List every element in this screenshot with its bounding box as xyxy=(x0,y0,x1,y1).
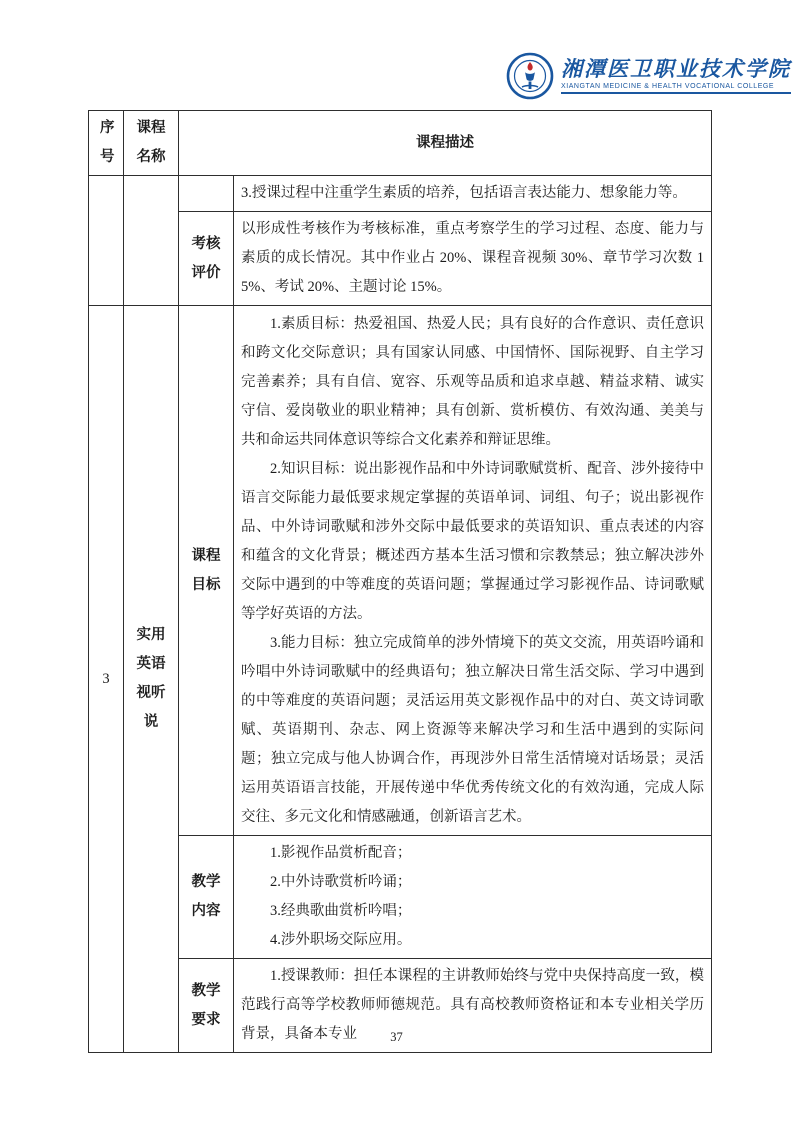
course-name: 实用英语视听说 xyxy=(124,306,179,1053)
college-logo-text xyxy=(561,58,791,94)
teaching-content-row xyxy=(89,836,712,959)
objectives-paragraph: 1.素质目标：热爱祖国、热爱人民；具有良好的合作意识、责任意识和跨文化交际意识；具有国家认同感、中国情怀、国际视野、自主学习完善素养；具有自信、宽容、乐观等品质和追求卓越、精益求精、诚实守信、爱岗敬业的职业精神；具有创新、赏析模仿、有效沟通、美美与共和命运共同体意识等综合文化素养和辩证思维。 xyxy=(241,315,704,448)
carryover-text-cell xyxy=(234,176,712,212)
assessment-text-cell xyxy=(234,212,712,306)
course-objectives-row xyxy=(89,306,712,836)
college-emblem-icon xyxy=(506,52,554,100)
college-name-cn: 湘潭医卫职业技术学院 xyxy=(561,56,791,81)
assessment-text: 以形成性考核作为考核标准，重点考察学生的学习过程、态度、能力与素质的成长情况。其中作业占 20%、课程音视频 30%、章节学习次数 15%、考试 20%、主题讨论 15%。 xyxy=(241,221,704,295)
college-logo xyxy=(506,52,791,100)
empty-index-cell xyxy=(89,176,124,306)
teaching-content-label: 教学内容 xyxy=(179,836,234,959)
header-col-course-name: 课程名称 xyxy=(124,111,179,176)
objectives-paragraph: 2.知识目标：说出影视作品和中外诗词歌赋赏析、配音、涉外接待中语言交际能力最低要求规定掌握的英语单词、词组、句子；说出影视作品、中外诗词歌赋和涉外交际中最低要求的英语知识、重点表述的内容和蕴含的文化背景；概述西方基本生活习惯和宗教禁忌；独立解决涉外交际中遇到的中等难度的英语问题；掌握通过学习影视作品、诗词歌赋等学好英语的方法。 xyxy=(241,460,704,622)
teaching-content-cell xyxy=(234,836,712,959)
empty-section-label-cell xyxy=(179,176,234,212)
header-col-course-desc: 课程描述 xyxy=(179,111,712,176)
assessment-label: 考核评价 xyxy=(179,212,234,306)
teaching-content-item: 4.涉外职场交际应用。 xyxy=(270,932,412,948)
page-number: 37 xyxy=(390,1030,403,1044)
table-header-row xyxy=(89,111,712,176)
teaching-content-item: 1.影视作品赏析配音； xyxy=(270,845,412,861)
assessment-row xyxy=(89,212,712,306)
empty-course-name-cell xyxy=(124,176,179,306)
college-name-en: XIANGTAN MEDICINE & HEALTH VOCATIONAL COLLEGE xyxy=(561,83,775,91)
carryover-row xyxy=(89,176,712,212)
carryover-text: 3.授课过程中注重学生素质的培养，包括语言表达能力、想象能力等。 xyxy=(241,185,687,201)
course-description-table xyxy=(88,110,712,1053)
teaching-requirements-text: 1.授课教师：担任本课程的主讲教师始终与党中央保持高度一致，模范践行高等学校教师师德规范。具有高校教师资格证和本专业相关学历背景，具备本专业 xyxy=(241,968,704,1042)
objectives-label: 课程目标 xyxy=(179,306,234,836)
teaching-content-item: 3.经典歌曲赏析吟唱； xyxy=(270,903,412,919)
header-col-index: 序号 xyxy=(89,111,124,176)
page-footer xyxy=(0,1030,793,1045)
objectives-text-cell xyxy=(234,306,712,836)
objectives-paragraph: 3.能力目标：独立完成简单的涉外情境下的英文交流，用英语吟诵和吟唱中外诗词歌赋中的经典语句；独立解决日常生活交际、学习中遇到的中等难度的英语问题；灵活运用英文影视作品中的对白、英文诗词歌赋、英语期刊、杂志、网上资源等来解决学习和生活中遇到的实际问题；独立完成与他人协调合作，再现涉外日常生活情境对话场景；灵活运用英语语言技能，开展传递中华优秀传统文化的有效沟通，完成人际交往、多元文化和情感融通，创新语言艺术。 xyxy=(241,634,704,825)
teaching-content-item: 2.中外诗歌赏析吟诵； xyxy=(270,874,412,890)
teaching-requirements-label: 教学要求 xyxy=(179,959,234,1053)
course-index: 3 xyxy=(89,306,124,1053)
